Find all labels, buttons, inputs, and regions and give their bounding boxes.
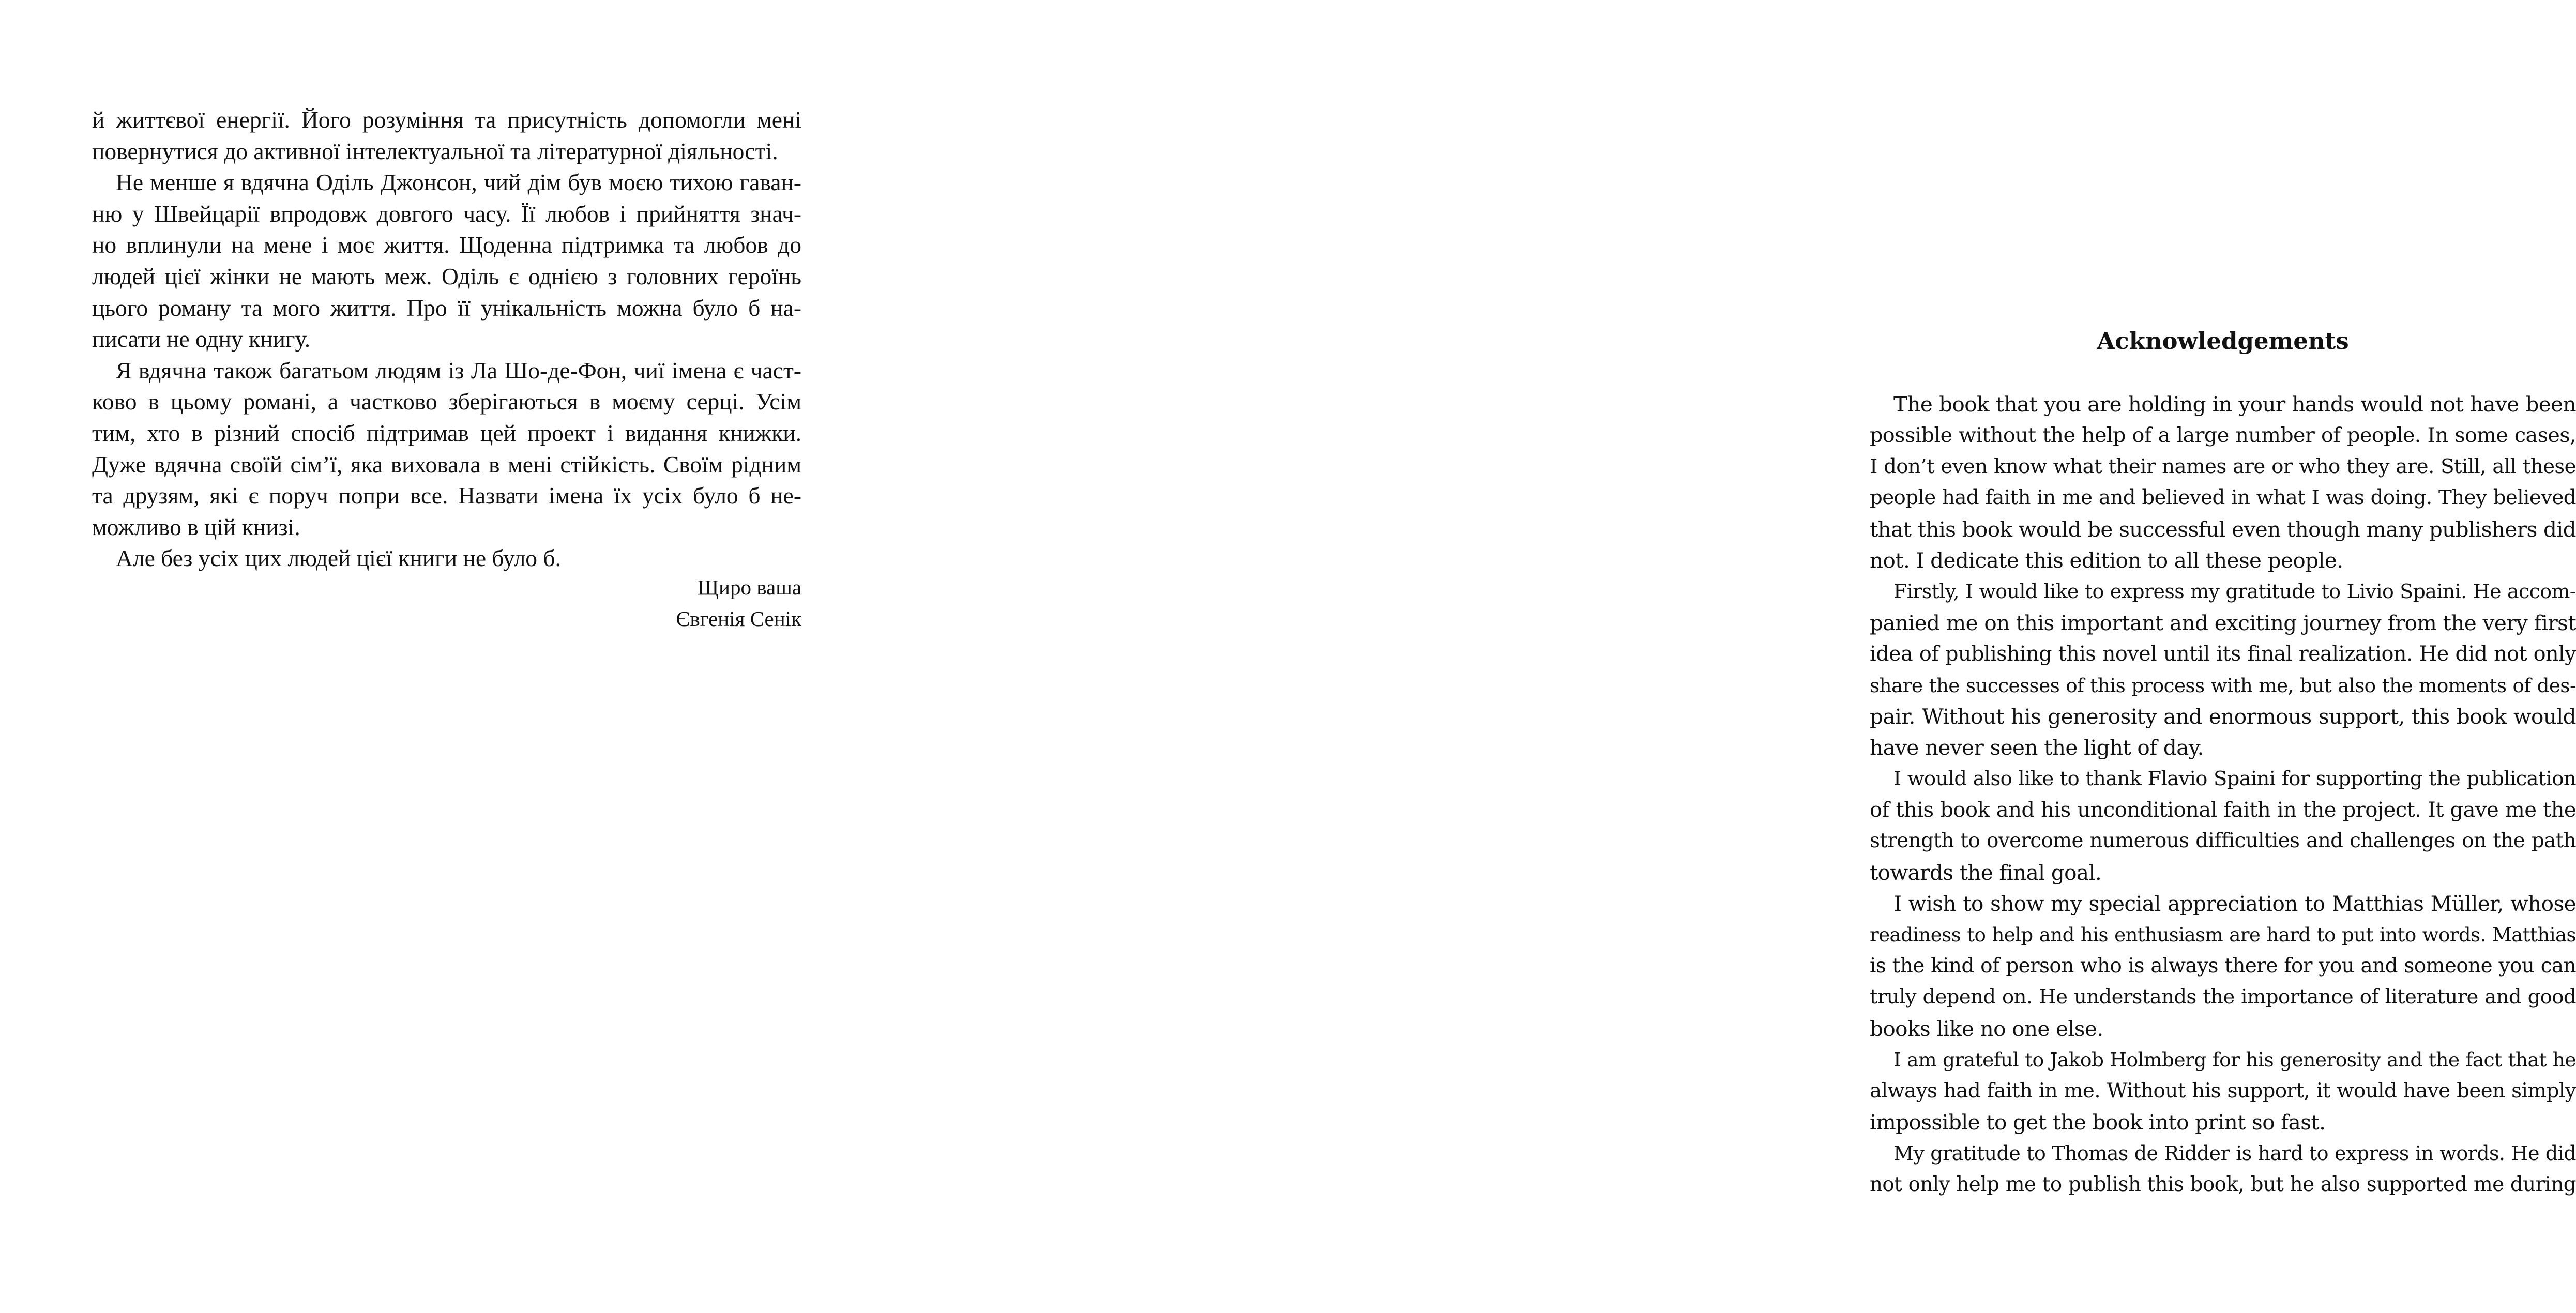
text-line: ню у Швейцарії впродовж довгого часу. Її любов і прийняття знач- bbox=[92, 200, 801, 227]
signature-closing: Щиро ваша bbox=[697, 575, 801, 599]
text-line: of this book and his unconditional faith in the project. It gave me the bbox=[1870, 798, 2576, 822]
text-line: possible without the help of a large number of people. In some cases, bbox=[1870, 423, 2576, 448]
text-line: ково в цьому романі, а частково зберігаються в моєму серці. Усім bbox=[92, 388, 801, 415]
paragraph bbox=[92, 167, 801, 355]
right-page-body bbox=[1870, 389, 2576, 1200]
text-line: strength to overcome numerous difficulties and challenges on the path bbox=[1870, 829, 2576, 853]
text-line: not. I dedicate this edition to all these people. bbox=[1870, 547, 2343, 573]
text-line: но вплинули на мене і моє життя. Щоденна підтримка та любов до bbox=[92, 232, 801, 258]
left-page-body bbox=[92, 104, 801, 574]
paragraph bbox=[1870, 888, 2576, 1044]
text-line: readiness to help and his enthusiasm are hard to put into words. Matthias bbox=[1870, 923, 2576, 946]
text-line: тим, хто в різний спосіб підтримав цей проект і видання книжки. bbox=[92, 419, 801, 446]
text-line: people had faith in me and believed in what I was doing. They believed bbox=[1870, 486, 2576, 510]
text-line: The book that you are holding in your hands would not have been bbox=[1893, 392, 2576, 417]
text-line: I wish to show my special appreciation to Matthias Müller, whose bbox=[1893, 891, 2576, 917]
text-line: Не менше я вдячна Оділь Джонсон, чий дім був моєю тихою гаван- bbox=[116, 169, 801, 196]
text-line: можливо в цій книзі. bbox=[92, 513, 300, 540]
text-line: not only help me to publish this book, but he also supported me during bbox=[1870, 1172, 2576, 1196]
text-line: I would also like to thank Flavio Spaini for supporting the publication bbox=[1893, 767, 2576, 790]
left-page bbox=[0, 0, 886, 1313]
paragraph bbox=[1870, 389, 2576, 576]
text-line: писати не одну книгу. bbox=[92, 326, 311, 353]
text-line: that this book would be successful even though many publishers did bbox=[1870, 516, 2576, 542]
text-line: й життєвої енергії. Його розуміння та присутність допомогли мені bbox=[92, 106, 801, 133]
text-line: have never seen the light of day. bbox=[1870, 735, 2204, 760]
text-line: idea of publishing this novel until its final realization. He did not only bbox=[1870, 642, 2576, 666]
text-line: panied me on this important and exciting journey from the very first bbox=[1870, 610, 2576, 635]
text-line: Я вдячна також багатьом людям із Ла Шо-де-Фон, чиї імена є част- bbox=[116, 357, 801, 384]
text-line: повернутися до активної інтелектуальної та літературної діяльності. bbox=[92, 138, 778, 164]
text-line: Але без усіх цих людей цієї книги не було б. bbox=[116, 545, 561, 572]
text-line: truly depend on. He understands the importance of literature and good bbox=[1870, 985, 2576, 1009]
text-line: Дуже вдячна своїй сім’ї, яка виховала в мені стійкість. Своїм рідним bbox=[92, 451, 801, 478]
text-line: towards the final goal. bbox=[1870, 860, 2102, 885]
paragraph bbox=[92, 355, 801, 543]
text-line: is the kind of person who is always there for you and someone you can bbox=[1870, 954, 2576, 978]
signature-name: Євгенія Сенік bbox=[676, 606, 801, 631]
text-line: pair. Without his generosity and enormous support, this book would bbox=[1870, 704, 2576, 729]
paragraph bbox=[92, 543, 801, 574]
text-line: Firstly, I would like to express my gratitude to Livio Spaini. He accom- bbox=[1893, 580, 2576, 603]
text-line: share the successes of this process with me, but also the moments of des- bbox=[1870, 674, 2576, 697]
paragraph bbox=[1870, 1044, 2576, 1138]
paragraph bbox=[92, 104, 801, 167]
text-line: impossible to get the book into print so fast. bbox=[1870, 1109, 2326, 1135]
text-line: людей цієї жінки не мають меж. Оділь є однією з головних героїнь bbox=[92, 263, 801, 289]
text-line: I don’t even know what their names are or who they are. Still, all these bbox=[1870, 454, 2576, 478]
paragraph bbox=[1870, 1138, 2576, 1200]
right-page bbox=[886, 0, 2576, 1313]
text-line: books like no one else. bbox=[1870, 1016, 2103, 1041]
text-line: та друзям, які є поруч попри все. Назвати імена їх усіх було б не- bbox=[92, 482, 801, 509]
text-line: My gratitude to Thomas de Ridder is hard to express in words. He did bbox=[1893, 1142, 2576, 1165]
paragraph bbox=[1870, 764, 2576, 889]
text-line: цього роману та мого життя. Про її унікальність можна було б на- bbox=[92, 294, 801, 321]
text-line: always had faith in me. Without his support, it would have been simply bbox=[1870, 1079, 2576, 1103]
signature-block bbox=[92, 572, 801, 634]
paragraph bbox=[1870, 576, 2576, 763]
text-line: I am grateful to Jakob Holmberg for his generosity and the fact that he bbox=[1893, 1048, 2576, 1072]
page-title: Acknowledgements bbox=[2097, 327, 2349, 355]
